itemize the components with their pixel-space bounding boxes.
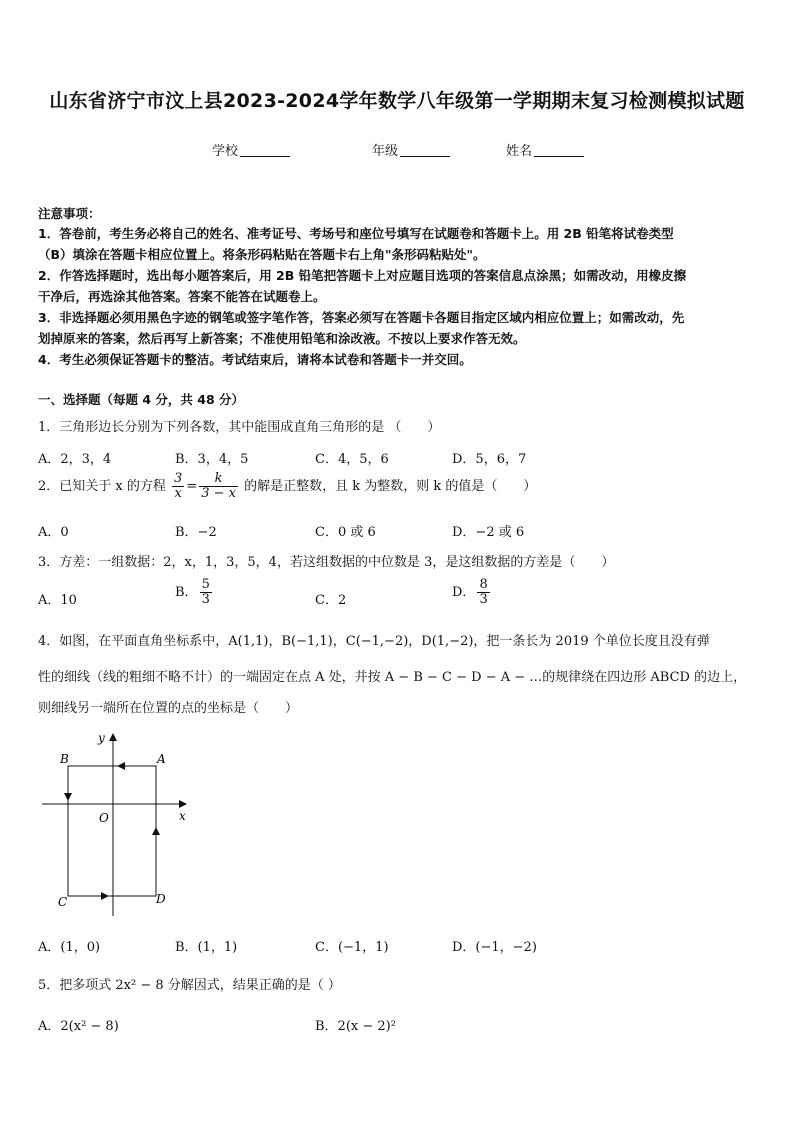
note-line: 3．非选择题必须用黑色字迹的钢笔或签字笔作答，答案必须写在答题卡各题目指定区域内相应位置上；如需改动，先 xyxy=(38,310,685,325)
q2-option-a: A．0 xyxy=(38,525,69,540)
q2-fraction-right-den: 3 − x xyxy=(201,486,236,501)
label-y-axis: y xyxy=(98,731,105,745)
q3-option-d-fraction xyxy=(477,578,489,607)
q4-line-3: 则细线另一端所在位置的点的坐标是（ ） xyxy=(38,701,299,716)
note-line: 干净后，再选涂其他答案。答案不能答在试题卷上。 xyxy=(38,289,326,304)
q1-option-b: B．3，4，5 xyxy=(175,452,249,467)
note-line: 4．考生必须保证答题卡的整洁。考试结束后，请将本试卷和答题卡一并交回。 xyxy=(38,352,472,367)
note-line: 2．作答选择题时，选出每小题答案后，用 2B 铅笔把答题卡上对应题目选项的答案信息点涂黑；如需改动，用橡皮擦 xyxy=(38,268,687,283)
q3-option-b xyxy=(175,578,214,607)
q2-fraction-right xyxy=(199,472,238,501)
q4-option-a: A．(1，0) xyxy=(38,940,101,955)
label-x-axis: x xyxy=(179,809,186,823)
quadrilateral-abcd xyxy=(68,766,156,896)
q1-stem: 1．三角形边长分别为下列各数，其中能围成直角三角形的是 （ ） xyxy=(38,420,441,435)
label-b: B xyxy=(60,752,69,766)
q4-option-c: C．(−1，1) xyxy=(315,940,389,955)
q2-stem xyxy=(38,472,536,501)
q5-option-a: A．2(x² − 8) xyxy=(38,1019,119,1034)
label-origin: O xyxy=(99,811,109,825)
q3-option-a: A．10 xyxy=(38,593,77,608)
note-line: 1．答卷前，考生务必将自己的姓名、准考证号、考场号和座位号填写在试题卷和答题卡上。用 2B 铅笔将试卷类型 xyxy=(38,226,674,241)
q2-fraction-right-num: k xyxy=(199,472,238,487)
q2-fraction-left-num: 3 xyxy=(174,471,183,486)
name-label: 姓名 xyxy=(506,144,533,159)
q4-option-d: D．(−1，−2) xyxy=(452,940,537,955)
section-heading: 一、选择题（每题 4 分，共 48 分） xyxy=(38,392,245,407)
q1-option-a: A．2，3，4 xyxy=(38,452,112,467)
q2-equals: = xyxy=(186,479,198,494)
label-a: A xyxy=(157,752,166,766)
q1-option-d: D．5，6，7 xyxy=(452,452,527,467)
q4-line-2: 性的细线（线的粗细不略不计）的一端固定在点 A 处，并按 A − B − C − D − A − …的规律绕在四边形 ABCD 的边上， xyxy=(38,670,747,685)
school-field xyxy=(212,140,290,159)
q4-option-b: B．(1，1) xyxy=(175,940,238,955)
q2-fraction-left xyxy=(172,472,184,501)
label-d: D xyxy=(156,892,166,906)
grade-blank xyxy=(400,144,450,157)
q2-option-d: D．−2 或 6 xyxy=(452,525,525,540)
q3-option-d-den: 3 xyxy=(479,592,488,607)
q3-option-b-fraction xyxy=(200,578,212,607)
name-field xyxy=(506,140,584,159)
q3-stem: 3．方差：一组数据：2，x，1，3，5，4，若这组数据的中位数是 3，是这组数据的方差是（ ） xyxy=(38,555,615,570)
grade-label: 年级 xyxy=(372,144,399,159)
q2-stem-end: 的解是正整数，且 k 为整数，则 k 的值是（ ） xyxy=(244,479,537,494)
q2-option-b: B．−2 xyxy=(175,525,217,540)
q4-line-1: 4．如图，在平面直角坐标系中，A(1,1)，B(−1,1)，C(−1,−2)，D(1,−2)，把一条长为 2019 个单位长度且没有弹 xyxy=(38,634,710,649)
q4-coordinate-figure xyxy=(36,726,196,918)
q3-option-b-num: 5 xyxy=(201,577,210,592)
q3-option-d xyxy=(452,578,492,607)
q3-option-b-label: B． xyxy=(175,585,198,600)
name-blank xyxy=(534,144,584,157)
q2-stem-start: 2．已知关于 x 的方程 xyxy=(38,479,166,494)
school-label: 学校 xyxy=(212,144,239,159)
q3-option-d-label: D． xyxy=(452,585,476,600)
school-blank xyxy=(240,144,290,157)
grade-field xyxy=(372,140,450,159)
q1-option-c: C．4，5，6 xyxy=(315,452,389,467)
exam-title: 山东省济宁市汶上县2023-2024学年数学八年级第一学期期末复习检测模拟试题 xyxy=(49,90,745,112)
q3-option-b-den: 3 xyxy=(201,592,210,607)
notes-heading: 注意事项： xyxy=(38,206,101,221)
q3-option-d-num: 8 xyxy=(479,577,488,592)
q3-option-c: C．2 xyxy=(315,593,347,608)
q2-option-c: C．0 或 6 xyxy=(315,525,376,540)
note-line: 划掉原来的答案，然后再写上新答案；不准使用铅笔和涂改液。不按以上要求作答无效。 xyxy=(38,331,526,346)
label-c: C xyxy=(58,895,68,909)
q5-stem: 5．把多项式 2x² − 8 分解因式，结果正确的是（ ） xyxy=(38,978,341,993)
q5-option-b: B．2(x − 2)² xyxy=(315,1019,396,1034)
q2-fraction-left-den: x xyxy=(174,486,182,501)
note-line: （B）填涂在答题卡相应位置上。将条形码粘贴在答题卡右上角"条形码粘贴处"。 xyxy=(38,247,486,262)
